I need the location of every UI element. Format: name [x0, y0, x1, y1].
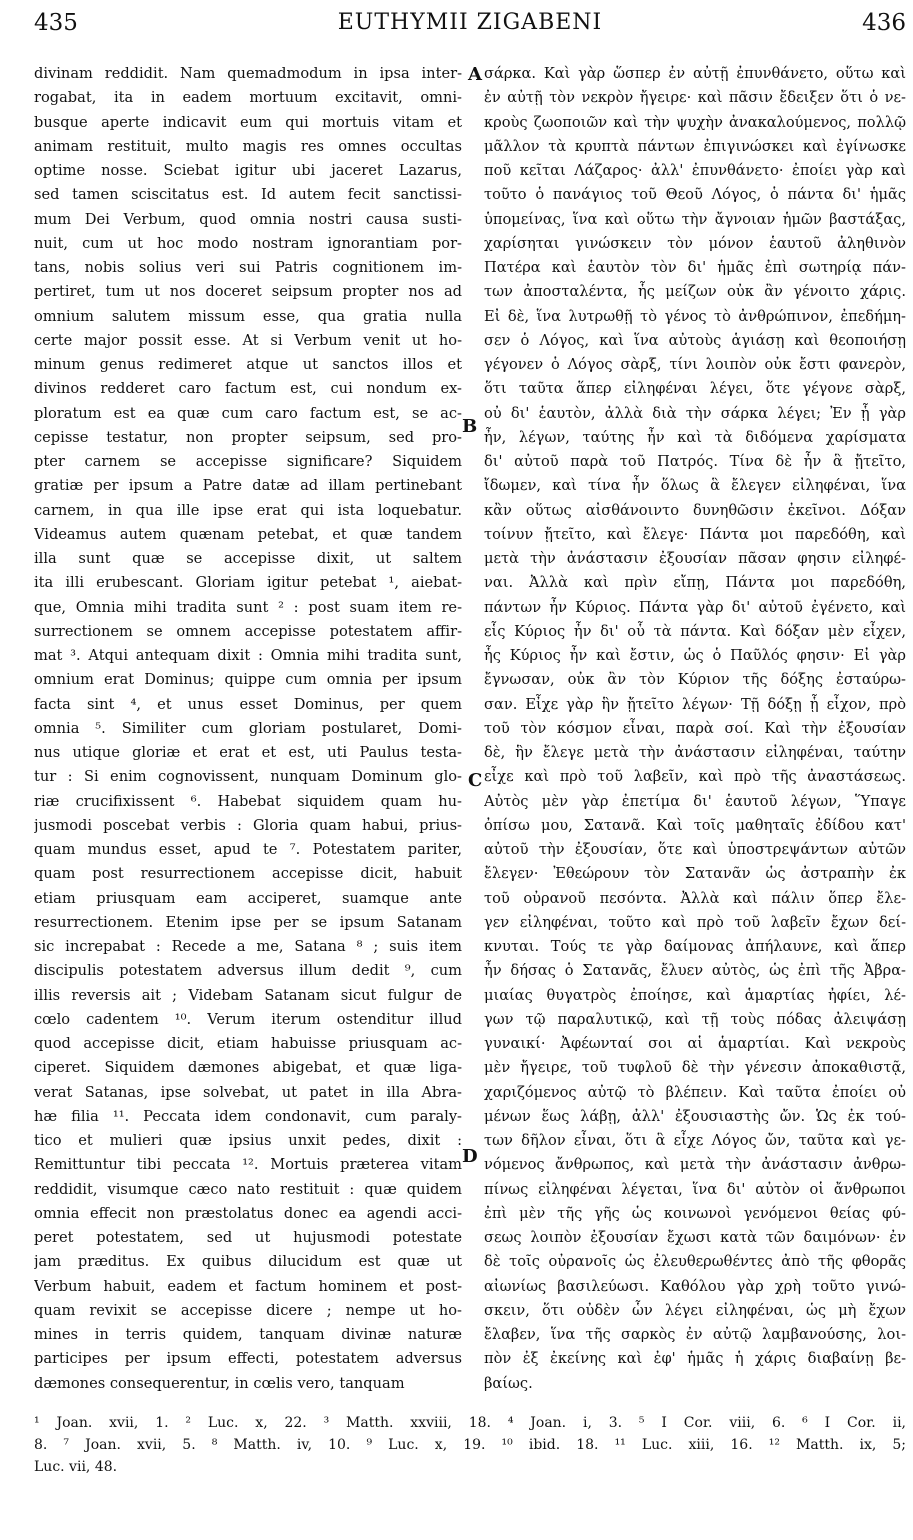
greek-text-line: κνυται. Τούς τε γὰρ δαίμονας ἀπήλαυνε, καὶ ἅπερ — [484, 938, 906, 955]
greek-text-line: τοῦ οὐρανοῦ πεσόντα. Ἀλλὰ καὶ πάλιν ὅπερ ἔλε- — [484, 889, 906, 907]
greek-text-line: δι' αὐτοῦ παρὰ τοῦ Πατρός. Τίνα δὲ ἦν ἃ ᾔτεῖτο, — [484, 453, 906, 470]
latin-text-line: busque aperte indicavit eum qui mortuis vitam et — [34, 113, 462, 131]
latin-text-line: divinos redderet caro factum est, cui nondum ex- — [34, 380, 462, 398]
greek-text-line: πίνως εἰληφέναι λέγεται, ἵνα δι' αὐτὸν οἱ ἄνθρωποι — [484, 1180, 906, 1198]
footnote-line: Luc. vii, 48. — [34, 1459, 118, 1475]
greek-text-line: ἐν αὐτῇ τὸν νεκρὸν ἤγειρε· καὶ πᾶσιν ἔδειξεν ὅτι ὁ νε- — [484, 89, 906, 107]
greek-text-line: μένων ἕως λάβῃ, ἀλλ' ἐξουσιαστὴς ὤν. Ὡς ἐκ τού- — [484, 1107, 906, 1125]
section-marker-c: C — [468, 770, 483, 791]
running-title: EUTHYMII ZIGABENI — [337, 10, 603, 35]
greek-text-line: ἔλαβεν, ἵνα τῆς σαρκὸς ἐν αὐτῷ λαμβανούσης, λοι- — [484, 1326, 906, 1343]
greek-text-line: ποῦ κεῖται Λάζαρος· ἀλλ' ἐπυνθάνετο· ἐποίει γὰρ καὶ — [484, 162, 906, 179]
section-marker-b: B — [462, 416, 478, 437]
latin-text-line: etiam priusquam eam acciperet, suamque ante — [34, 889, 462, 907]
greek-text-line: γυναικί· Ἀφέωνταί σοι αἱ ἁμαρτίαι. Καὶ νεκροὺς — [484, 1035, 906, 1052]
greek-text-line: νόμενος ἄνθρωπος, καὶ μετὰ τὴν ἀνάστασιν ἀνθρω- — [484, 1156, 906, 1174]
greek-text-line: γων τῷ παραλυτικῷ, καὶ τῇ τοὺς πόδας ἀλειψάσῃ — [484, 1010, 906, 1028]
greek-text-line: σεως λοιπὸν ἐξουσίαν ἔχωσι κατὰ τῶν δαιμόνων· ἐν — [484, 1229, 906, 1246]
greek-text-line: σάρκα. Καὶ γὰρ ὥσπερ ἐν αὐτῇ ἐπυνθάνετο, οὕτω καὶ — [484, 65, 906, 82]
greek-text-line: εἶχε καὶ πρὸ τοῦ λαβεῖν, καὶ πρὸ τῆς ἀναστάσεως. — [484, 768, 906, 786]
greek-text-line: δὲ τοῖς οὐρανοῖς ὡς ἐλευθερωθέντες ἀπὸ τῆς φθορᾶς — [484, 1253, 906, 1271]
greek-text-line: αἰωνίως βασιλεύωσι. Καθόλου γὰρ χρὴ τοῦτο γινώ- — [484, 1277, 906, 1295]
greek-text-line: δὲ, ἣν ἔλεγε μετὰ τὴν ἀνάστασιν εἰληφέναι, ταύτην — [484, 744, 906, 761]
latin-text-line: omnium erat Dominus; quippe cum omnia per ipsum — [34, 671, 462, 689]
latin-text-line: resurrectionem. Etenim ipse per se ipsum Satanam — [34, 913, 462, 931]
latin-text-line: quam post resurrectionem accepisse dicit, habuit — [34, 865, 462, 883]
greek-text-line: πὸν ἐξ ἐκείνης καὶ ἐφ' ἡμᾶς ἡ χάρις διαβαίνῃ βε- — [484, 1350, 906, 1368]
latin-text-line: sic increpabat : Recede a me, Satana ⁸ ; suis item — [34, 938, 462, 955]
footnotes — [34, 1412, 906, 1478]
greek-text-line: κροὺς ζωοποιῶν καὶ τὴν ψυχὴν ἀνακαλούμενος, πολλῷ — [484, 113, 906, 131]
latin-text-line: surrectionem se omnem accepisse potestatem affir- — [34, 622, 462, 640]
page-header — [34, 10, 906, 44]
greek-text-line: τοῦτο ὁ πανάγιος τοῦ Θεοῦ Λόγος, ὁ πάντα δι' ἡμᾶς — [484, 186, 906, 204]
greek-text-line: των ἀποσταλέντα, ἧς μείζων οὐκ ἂν γένοιτο χάρις. — [484, 283, 906, 301]
greek-text-line: σαν. Εἶχε γὰρ ἣν ᾔτεῖτο λέγων· Τῇ δόξῃ ᾗ εἶχον, πρὸ — [484, 695, 906, 713]
latin-text-line: quam revixit se accepisse dicere ; nempe ut ho- — [34, 1301, 462, 1319]
greek-text-line: γεν εἰληφέναι, τοῦτο καὶ πρὸ τοῦ λαβεῖν ἔχων δεί- — [484, 913, 906, 931]
latin-text-line: carnem, in qua ille ipse erat qui ista loquebatur. — [34, 501, 462, 519]
greek-text-line: χαρίσηται γινώσκειν τὸν μόνον ἑαυτοῦ ἀληθινὸν — [484, 234, 906, 252]
latin-text-line: mat ³. Atqui antequam dixit : Omnia mihi tradita sunt, — [34, 647, 462, 664]
greek-text-line: ἦν, λέγων, ταύτης ἦν καὶ τὰ διδόμενα χαρίσματα — [484, 428, 906, 446]
latin-text-line: mines in terris quidem, tanquam divinæ naturæ — [34, 1326, 462, 1343]
section-marker-d: D — [462, 1146, 478, 1167]
latin-text-line: participes per ipsum effecti, potestatem adversus — [34, 1350, 462, 1368]
greek-text-line: εἷς Κύριος ἦν δι' οὗ τὰ πάντα. Καὶ δόξαν μὲν εἶχεν, — [484, 622, 906, 640]
greek-text-line: Εἰ δὲ, ἵνα λυτρωθῇ τὸ γένος τὸ ἀνθρώπινον, ἐπεδήμη- — [484, 307, 906, 325]
latin-text-line: que, Omnia mihi tradita sunt ² : post suam item re- — [34, 598, 462, 616]
greek-text-line: μᾶλλον τὰ κρυπτὰ πάντων ἐπιγινώσκει καὶ ἐγίνωσκε — [484, 137, 906, 155]
greek-text-line: ἔγνωσαν, οὐκ ἂν τὸν Κύριον τῆς δόξης ἐσταύρω- — [484, 671, 906, 689]
latin-text-line: Remittuntur tibi peccata ¹². Mortuis præterea vitam — [34, 1156, 462, 1174]
latin-column — [34, 62, 462, 1396]
latin-text-line: mum Dei Verbum, quod omnia nostri causa susti- — [34, 210, 462, 228]
latin-text-line: tico et mulieri quæ ipsius unxit pedes, dixit : — [34, 1132, 462, 1149]
greek-text-line: ὀπίσω μου, Σατανᾶ. Καὶ τοῖς μαθηταῖς ἐδίδου κατ' — [484, 816, 906, 834]
latin-text-line: gratiæ per ipsum a Patre datæ ad illam pertinebant — [34, 477, 462, 495]
latin-text-line: sed tamen sciscitatus est. Id autem fecit sanctissi- — [34, 186, 462, 204]
latin-text-line: jam præditus. Ex quibus dilucidum est quæ ut — [34, 1253, 462, 1271]
section-marker-a: A — [468, 64, 482, 85]
latin-text-line: illa sunt quæ se accepisse dixit, ut saltem — [34, 550, 462, 567]
page-number-right: 436 — [862, 10, 906, 36]
page-number-left: 435 — [34, 10, 78, 36]
latin-text-line: omnia ⁵. Similiter cum gloriam postularet, Domi- — [34, 719, 462, 737]
latin-text-line: cœlo cadentem ¹⁰. Verum iterum ostenditur illud — [34, 1010, 462, 1028]
latin-text-line: facta sint ⁴, et unus esset Dominus, per quem — [34, 695, 462, 713]
latin-text-line: pter carnem se accepisse significare? Siquidem — [34, 453, 462, 470]
greek-text-line: γέγονεν ὁ Λόγος σὰρξ, τίνι λοιπὸν οὐκ ἔστι φανερὸν, — [484, 356, 906, 373]
greek-text-line: ὑπομείνας, ἵνα καὶ οὕτω τὴν ἄγνοιαν ἡμῶν βαστάξας, — [484, 210, 906, 228]
greek-text-line: ἧς Κύριος ἦν καὶ ἔστιν, ὡς ὁ Παῦλός φησιν· Εἰ γὰρ — [484, 647, 906, 664]
greek-text-line: των δῆλον εἶναι, ὅτι ἃ εἶχε Λόγος ὤν, ταῦτα καὶ γε- — [484, 1132, 906, 1149]
latin-text-line: peret potestatem, sed ut hujusmodi potestate — [34, 1229, 462, 1246]
latin-text-line: quam mundus esset, apud te ⁷. Potestatem pariter, — [34, 841, 462, 858]
latin-text-line: omnia effecit non præstolatus donec ea agendi acci- — [34, 1204, 462, 1222]
latin-text-line: Videamus autem quænam petebat, et quæ tandem — [34, 525, 462, 543]
greek-text-line: σεν ὁ Λόγος, καὶ ἵνα αὐτοὺς ἁγιάσῃ καὶ θεοποιήσῃ — [484, 331, 906, 349]
greek-text-line: χαριζόμενος αὐτῷ τὸ βλέπειν. Καὶ ταῦτα ἐποίει οὐ — [484, 1083, 906, 1101]
latin-text-line: discipulis potestatem adversus illum dedit ⁹, cum — [34, 962, 462, 980]
latin-text-line: omnium salutem missum esse, qua gratia nulla — [34, 307, 462, 325]
latin-text-line: divinam reddidit. Nam quemadmodum in ipsa inter- — [34, 65, 462, 82]
latin-text-line: hæ filia ¹¹. Peccata idem condonavit, cum paraly- — [34, 1107, 462, 1125]
greek-text-line: ἔλεγεν· Ἐθεώρουν τὸν Σατανᾶν ὡς ἀστραπὴν ἐκ — [484, 865, 906, 883]
greek-text-line: σκειν, ὅτι οὐδὲν ὧν λέγει εἰληφέναι, ὡς μὴ ἔχων — [484, 1301, 906, 1319]
latin-text-line: nuit, cum ut hoc modo nostram ignorantiam por- — [34, 234, 462, 252]
latin-text-line: ciperet. Siquidem dæmones abigebat, et quæ liga- — [34, 1059, 462, 1077]
latin-text-line: nus utique gloriæ et erat et est, uti Paulus testa- — [34, 744, 462, 761]
latin-text-line: dæmones consequerentur, in cœlis vero, tanquam — [34, 1374, 405, 1392]
latin-text-line: ita illi erubescant. Gloriam igitur petebat ¹, aiebat- — [34, 574, 462, 592]
latin-text-line: jusmodi poscebat verbis : Gloria quam habui, prius- — [34, 816, 462, 834]
greek-text-line: τοῦ τὸν κόσμον εἶναι, παρὰ σοί. Καὶ τὴν ἐξουσίαν — [484, 719, 906, 737]
latin-text-line: rogabat, ita in eadem mortuum excitavit, omni- — [34, 89, 462, 107]
latin-text-line: tur : Si enim cognovissent, nunquam Dominum glo- — [34, 768, 462, 786]
greek-text-line: τοίνυν ᾔτεῖτο, καὶ ἔλεγε· Πάντα μοι παρεδόθη, καὶ — [484, 525, 906, 543]
latin-text-line: minum genus redimeret atque ut sanctos illos et — [34, 356, 462, 373]
latin-text-line: riæ crucifixissent ⁶. Habebat siquidem quam hu- — [34, 792, 462, 810]
latin-text-line: illis reversis ait ; Videbam Satanam sicut fulgur de — [34, 986, 462, 1004]
greek-text-line: ἦν δήσας ὁ Σατανᾶς, ἔλυεν αὐτὸς, ὡς ἐπὶ τῆς Ἀβρα- — [484, 962, 906, 980]
greek-text-line: μιαίας θυγατρὸς ἐποίησε, καὶ ἁμαρτίας ἠφίει, λέ- — [484, 986, 906, 1004]
greek-text-line: Αὐτὸς μὲν γὰρ ἐπετίμα δι' ἑαυτοῦ λέγων, Ὕπαγε — [484, 792, 906, 810]
latin-text-line: ploratum est ea quæ cum caro factum est, se ac- — [34, 404, 462, 422]
latin-text-line: tans, nobis solius veri sui Patris cognitionem im- — [34, 259, 462, 276]
footnote-line: ¹ Joan. xvii, 1. ² Luc. x, 22. ³ Matth. xxviii, 18. ⁴ Joan. i, 3. ⁵ I Cor. viii, 6. ⁶ I Cor. ii, — [34, 1415, 906, 1431]
greek-text-line: μὲν ἤγειρε, τοῦ τυφλοῦ δὲ τὴν γένεσιν ἀποκαθιστᾷ, — [484, 1059, 906, 1077]
latin-text-line: animam restituit, multo magis res omnes occultas — [34, 137, 462, 155]
greek-text-line: Πατέρα καὶ ἑαυτὸν τὸν δι' ἡμᾶς ἐπὶ σωτηρίᾳ πάν- — [484, 259, 906, 276]
greek-text-line: ναι. Ἀλλὰ καὶ πρὶν εἴπῃ, Πάντα μοι παρεδόθη, — [484, 574, 906, 592]
greek-text-line: ἴδωμεν, καὶ τίνα ἦν ὅλως ἃ ἔλεγεν εἰληφέναι, ἵνα — [484, 477, 906, 495]
latin-text-line: cepisse testatur, non propter seipsum, sed pro- — [34, 428, 462, 446]
greek-text-line: βαίως. — [484, 1374, 533, 1392]
greek-column — [484, 62, 906, 1396]
latin-text-line: reddidit, visumque cæco nato restituit : quæ quidem — [34, 1180, 462, 1198]
greek-text-line: ἐπὶ μὲν τῆς γῆς ὡς κοινωνοὶ γενόμενοι θείας φύ- — [484, 1204, 906, 1222]
greek-text-line: πάντων ἦν Κύριος. Πάντα γὰρ δι' αὐτοῦ ἐγένετο, καὶ — [484, 598, 906, 616]
greek-text-line: αὐτοῦ τὴν ἐξουσίαν, ὅτε καὶ ὑποστρεψάντων αὐτῶν — [484, 841, 906, 858]
greek-text-line: ὅτι ταῦτα ἅπερ εἰληφέναι λέγει, ὅτε γέγονε σὰρξ, — [484, 380, 906, 398]
latin-text-line: optime nosse. Sciebat igitur ubi jaceret Lazarus, — [34, 162, 462, 179]
greek-text-line: κἂν οὕτως αἰσθάνοιντο δυνηθῶσιν ἐκεῖνοι. Δόξαν — [484, 501, 906, 519]
footnote-line: 8. ⁷ Joan. xvii, 5. ⁸ Matth. iv, 10. ⁹ Luc. x, 19. ¹⁰ ibid. 18. ¹¹ Luc. xiii, 16. ¹² Matth. ix, 5; — [34, 1437, 906, 1453]
latin-text-line: certe major possit esse. At si Verbum venit ut ho- — [34, 331, 462, 349]
latin-text-line: Verbum habuit, eadem et factum hominem et post- — [34, 1277, 462, 1295]
latin-text-line: pertiret, tum ut nos doceret seipsum propter nos ad — [34, 283, 462, 301]
latin-text-line: quod accepisse dicit, etiam habuisse priusquam ac- — [34, 1035, 462, 1052]
latin-text-line: verat Satanas, ipse solvebat, ut patet in illa Abra- — [34, 1083, 462, 1101]
greek-text-line: μετὰ τὴν ἀνάστασιν ἐξουσίαν πᾶσαν φησιν εἰληφέ- — [484, 550, 906, 567]
greek-text-line: οὐ δι' ἑαυτὸν, ἀλλὰ διὰ τὴν σάρκα λέγει; Ἐν ᾗ γὰρ — [484, 404, 906, 422]
